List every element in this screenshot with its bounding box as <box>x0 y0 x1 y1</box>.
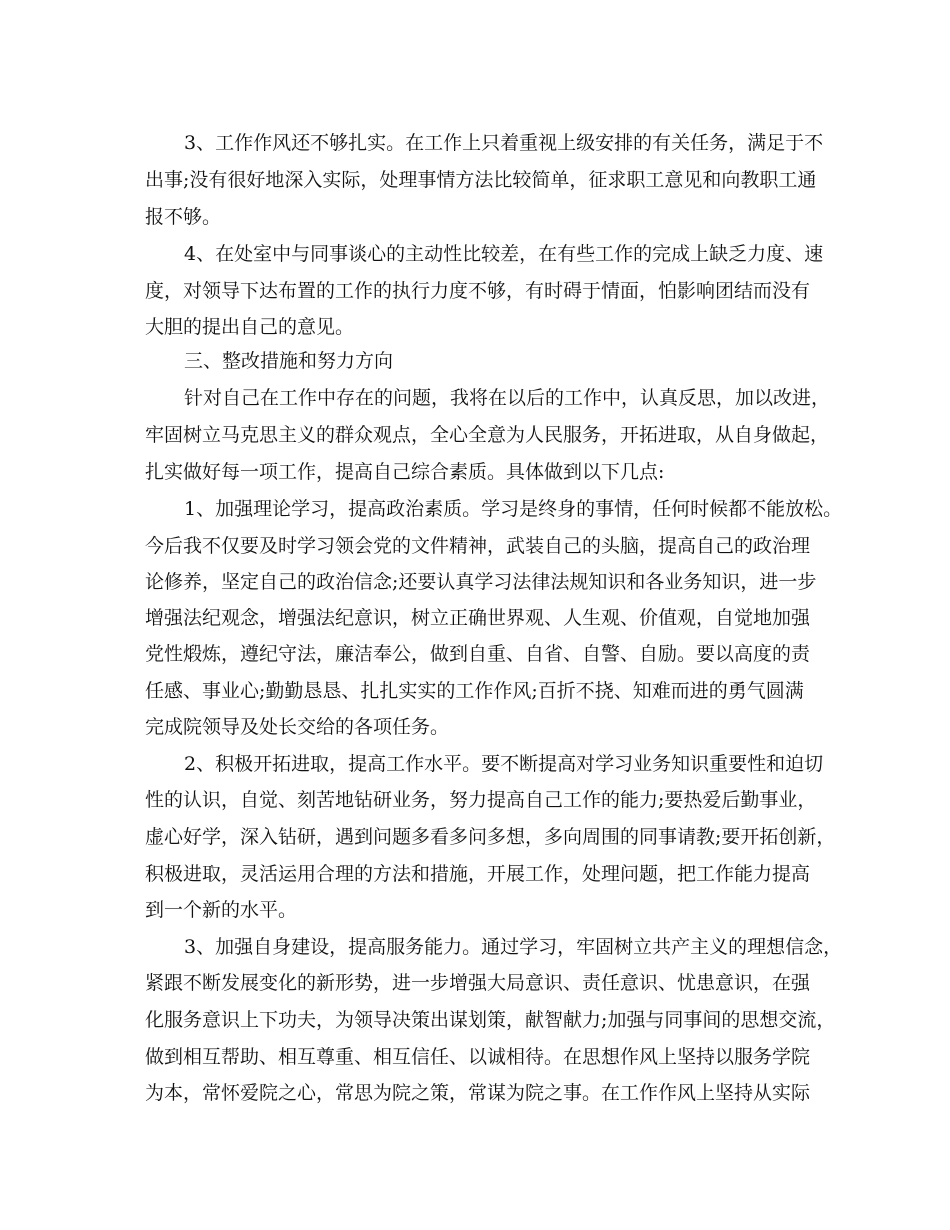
point-1-line-1: 1、加强理论学习，提高政治素质。学习是终身的事情，任何时候都不能放松。 <box>184 498 843 520</box>
intro-line-1: 针对自己在工作中存在的问题，我将在以后的工作中，认真反思，加以改进， <box>184 387 831 409</box>
point-2-line-1: 2、积极开拓进取，提高工作水平。要不断提高对学习业务知识重要性和迫切 <box>184 753 824 775</box>
point-1-line-7: 完成院领导及处长交给的各项任务。 <box>145 716 450 738</box>
point-2-line-2: 性的认识，自觉、刻苦地钻研业务，努力提高自己工作的能力;要热爱后勤事业， <box>145 789 817 811</box>
paragraph-3-line-3: 报不够。 <box>145 206 222 228</box>
section-heading: 三、整改措施和努力方向 <box>184 350 394 372</box>
point-2-line-3: 虚心好学，深入钻研，遇到问题多看多问多想，多向周围的同事请教;要开拓创新， <box>145 826 836 848</box>
point-3-line-1: 3、加强自身建设，提高服务能力。通过学习，牢固树立共产主义的理想信念， <box>184 936 843 958</box>
point-2-line-4: 积极进取，灵活运用合理的方法和措施，开展工作，处理问题，把工作能力提高 <box>145 863 811 885</box>
point-1-line-2: 今后我不仅要及时学习领会党的文件精神，武装自己的头脑，提高自己的政治理 <box>145 535 811 557</box>
intro-line-3: 扎实做好每一项工作，提高自己综合素质。具体做到以下几点: <box>145 461 665 483</box>
paragraph-4-line-2: 度，对领导下达布置的工作的执行力度不够，有时碍于情面，怕影响团结而没有 <box>145 280 811 302</box>
point-2-line-5: 到一个新的水平。 <box>145 899 298 921</box>
paragraph-4-line-3: 大胆的提出自己的意见。 <box>145 316 355 338</box>
point-3-line-5: 为本，常怀爱院之心，常思为院之策，常谋为院之事。在工作作风上坚持从实际 <box>145 1082 811 1104</box>
point-3-line-4: 做到相互帮助、相互尊重、相互信任、以诚相待。在思想作风上坚持以服务学院 <box>145 1046 811 1068</box>
point-1-line-6: 任感、事业心;勤勤恳恳、扎扎实实的工作作风;百折不挠、知难而进的勇气圆满 <box>145 680 804 702</box>
paragraph-3-line-1: 3、工作作风还不够扎实。在工作上只着重视上级安排的有关任务，满足于不 <box>184 132 824 154</box>
point-1-line-5: 党性煅炼，遵纪守法，廉洁奉公，做到自重、自省、自警、自励。要以高度的责 <box>145 643 811 665</box>
point-3-line-2: 紧跟不断发展变化的新形势，进一步增强大局意识、责任意识、忧患意识，在强 <box>145 972 811 994</box>
paragraph-4-line-1: 4、在处室中与同事谈心的主动性比较差，在有些工作的完成上缺乏力度、速 <box>184 243 824 265</box>
point-1-line-4: 增强法纪观念，增强法纪意识，树立正确世界观、人生观、价值观，自觉地加强 <box>145 607 811 629</box>
point-1-line-3: 论修养，坚定自己的政治信念;还要认真学习法律法规知识和各业务知识，进一步 <box>145 571 817 593</box>
intro-line-2: 牢固树立马克思主义的群众观点，全心全意为人民服务，开拓进取，从自身做起， <box>145 424 830 446</box>
point-3-line-3: 化服务意识上下功夫，为领导决策出谋划策，献智献力;加强与同事间的思想交流， <box>145 1009 836 1031</box>
paragraph-3-line-2: 出事;没有很好地深入实际，处理事情方法比较简单，征求职工意见和向教职工通 <box>145 169 817 191</box>
